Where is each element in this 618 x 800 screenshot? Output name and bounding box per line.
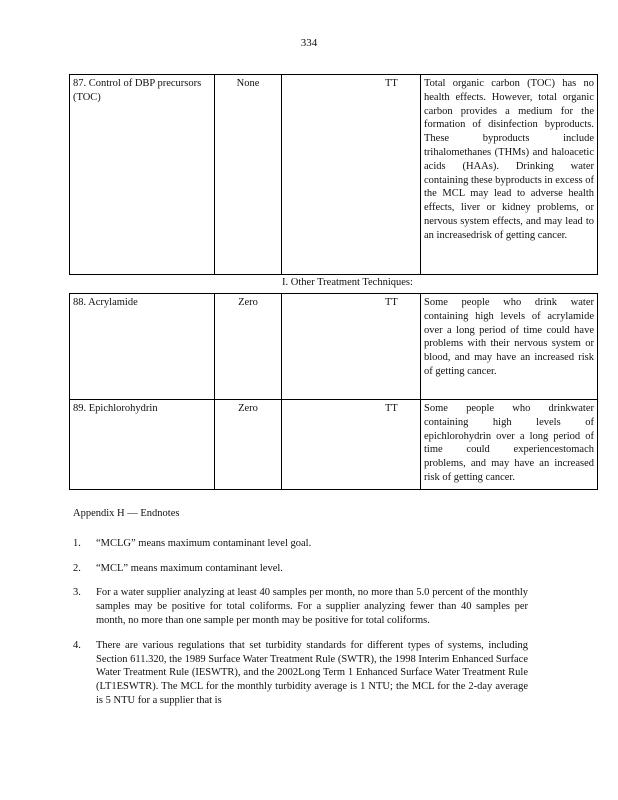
endnote-text: “MCL” means maximum contaminant level. — [96, 562, 283, 574]
contaminant-cell: 88. Acrylamide — [70, 294, 215, 400]
health-effects-cell: Total organic carbon (TOC) has no health effects. However, total organic carbon provides a medium for the formation of disinfection byproducts. These byproducts include trihalomethanes (THMs) and haloacetic acids (HAAs). Drinking water containing these byproducts in excess of the MCL may lead to adverse health effects, liver or kidney problems, or nervous system effects, and may lead to an increasedrisk of getting cancer. — [421, 75, 598, 275]
mcl-value: TT — [385, 297, 398, 308]
endnote-text: For a water supplier analyzing at least 40 samples per month, no more than 5.0 percent of the monthly samples may be positive for total coliforms. For a supplier analyzing fewer than 40 samples per month, no more than one sample per month may be positive for total coliforms. — [96, 587, 528, 626]
endnotes-section — [73, 507, 528, 719]
mcl-cell — [282, 75, 421, 275]
endnote-text: “MCLG” means maximum contaminant level goal. — [96, 537, 312, 549]
endnote-number: 2. — [73, 562, 81, 574]
contaminant-cell: 89. Epichlorohydrin — [70, 400, 215, 490]
endnote-item — [73, 639, 528, 708]
health-effects-cell: Some people who drink water containing high levels of acrylamide over a long period of time could have problems with their nervous system or blood, and may have an increased risk of getting cancer. — [421, 294, 598, 400]
mclg-cell: Zero — [215, 400, 282, 490]
endnote-item — [73, 586, 528, 627]
endnote-text: There are various regulations that set turbidity standards for different types of systems, including Section 611.320, the 1989 Surface Water Treatment Rule (SWTR), the 1998 Interim Enhanced Surface Water Treatment Rule (IESWTR), and the 2002Long Term 1 Enhanced Surface Water Treatment Rule (LT1ESWTR). The MCL for the monthly turbidity average is 1 NTU; the MCL for the 2-day average is 5 NTU for a supplier that is — [96, 639, 528, 706]
mcl-cell — [282, 400, 421, 490]
table-row — [70, 400, 598, 490]
endnote-item — [73, 537, 528, 551]
table-row — [70, 75, 598, 275]
table-row — [70, 294, 598, 400]
health-effects-cell: Some people who drinkwater containing high levels of epichlorohydrin over a long period of time could experiencestomach problems, and may have an increased risk of getting cancer. — [421, 400, 598, 490]
contaminant-table — [69, 74, 598, 490]
mclg-cell: Zero — [215, 294, 282, 400]
page-number: 334 — [300, 37, 318, 49]
section-heading — [70, 275, 598, 294]
mcl-value: TT — [385, 78, 398, 89]
section-heading-text: I. Other Treatment Techniques: — [282, 277, 413, 288]
endnote-number: 1. — [73, 537, 81, 549]
endnote-number: 4. — [73, 639, 81, 651]
endnote-item — [73, 562, 528, 576]
section-heading-row — [70, 275, 598, 294]
mcl-value: TT — [385, 403, 398, 414]
endnote-number: 3. — [73, 587, 81, 599]
endnotes-heading: Appendix H — Endnotes — [73, 508, 180, 519]
contaminant-cell: 87. Control of DBP precursors (TOC) — [70, 75, 215, 275]
mcl-cell — [282, 294, 421, 400]
mclg-cell: None — [215, 75, 282, 275]
